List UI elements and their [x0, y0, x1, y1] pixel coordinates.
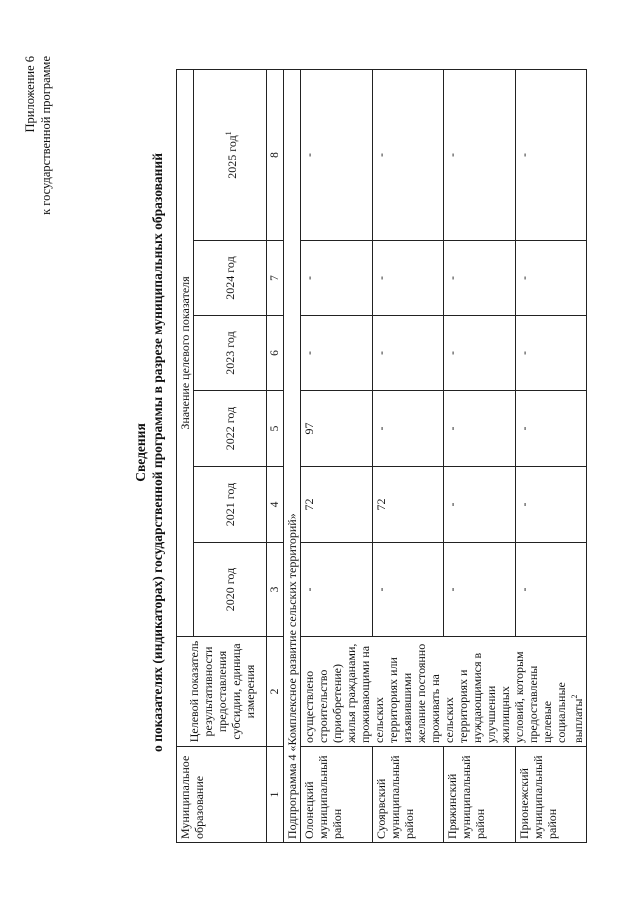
appendix-number: Приложение 6 — [23, 56, 37, 133]
indicators-table — [176, 69, 587, 843]
header-indicator: Целевой показатель результативности предоставления субсидии, единица измерения — [177, 637, 267, 747]
subprogram-row — [284, 70, 301, 843]
title-line-2: о показателях (индикаторах) государственной программы в разрезе муниципальных образований — [150, 153, 165, 752]
value-2020: - — [301, 543, 373, 637]
column-number: 1 — [267, 747, 284, 843]
header-year-2022: 2022 год — [194, 391, 267, 467]
footnote-1-marker: 1 — [223, 131, 233, 136]
column-number: 2 — [267, 637, 284, 747]
value-2024: - — [444, 241, 516, 316]
municipality-name: Пряжинский муниципальный район — [444, 747, 516, 843]
title-line-1: Сведения — [133, 423, 148, 482]
value-2025: - — [301, 70, 373, 241]
value-2022: - — [444, 391, 516, 467]
value-2024: - — [301, 241, 373, 316]
value-2022: - — [372, 391, 444, 467]
appendix-caption — [22, 56, 54, 476]
table-row — [301, 70, 373, 843]
document-title — [132, 0, 166, 905]
indicator-text: осуществлено строительство (приобретение) жилья гражданами, проживающими на сельских территориях или изъявившими желание постоянно проживать на сельских территориях и нуждающимися в улучшении жилищных условий, которым предоставлены целевые социальные выплаты — [302, 643, 585, 743]
value-2022: - — [515, 391, 587, 467]
column-number: 5 — [267, 391, 284, 467]
header-year-2020: 2020 год — [194, 543, 267, 637]
footnote-2-marker: 2 — [570, 694, 579, 699]
indicator-description — [301, 637, 587, 747]
value-2023: - — [301, 316, 373, 391]
value-2020: - — [444, 543, 516, 637]
column-number: 3 — [267, 543, 284, 637]
value-2021: - — [444, 467, 516, 543]
header-year-2025 — [194, 70, 267, 241]
header-year-2021: 2021 год — [194, 467, 267, 543]
value-2021: 72 — [372, 467, 444, 543]
header-year-2024: 2024 год — [194, 241, 267, 316]
value-2022: 97 — [301, 391, 373, 467]
column-number: 8 — [267, 70, 284, 241]
appendix-reference: к государственной программе — [39, 56, 53, 215]
header-row-1 — [177, 70, 194, 843]
value-2023: - — [515, 316, 587, 391]
header-year-2023: 2023 год — [194, 316, 267, 391]
value-2023: - — [444, 316, 516, 391]
value-2024: - — [372, 241, 444, 316]
value-2023: - — [372, 316, 444, 391]
value-2020: - — [372, 543, 444, 637]
column-number: 4 — [267, 467, 284, 543]
value-2024: - — [515, 241, 587, 316]
value-2021: - — [515, 467, 587, 543]
value-2020: - — [515, 543, 587, 637]
municipality-name: Олонецкий муниципальный район — [301, 747, 373, 843]
header-municipality: Муниципальное образование — [177, 747, 267, 843]
value-2025: - — [444, 70, 516, 241]
value-2025: - — [515, 70, 587, 241]
column-number-row — [267, 70, 284, 843]
value-2025: - — [372, 70, 444, 241]
year-2025-label: 2025 год — [224, 135, 239, 179]
column-number: 6 — [267, 316, 284, 391]
municipality-name: Прионежский муниципальный район — [515, 747, 587, 843]
subprogram-title: Подпрограмма 4 «Комплексное развитие сельских территорий» — [284, 70, 301, 843]
municipality-name: Суоярвский муниципальный район — [372, 747, 444, 843]
column-number: 7 — [267, 241, 284, 316]
value-2021: 72 — [301, 467, 373, 543]
header-value-group: Значение целевого показателя — [177, 70, 194, 637]
